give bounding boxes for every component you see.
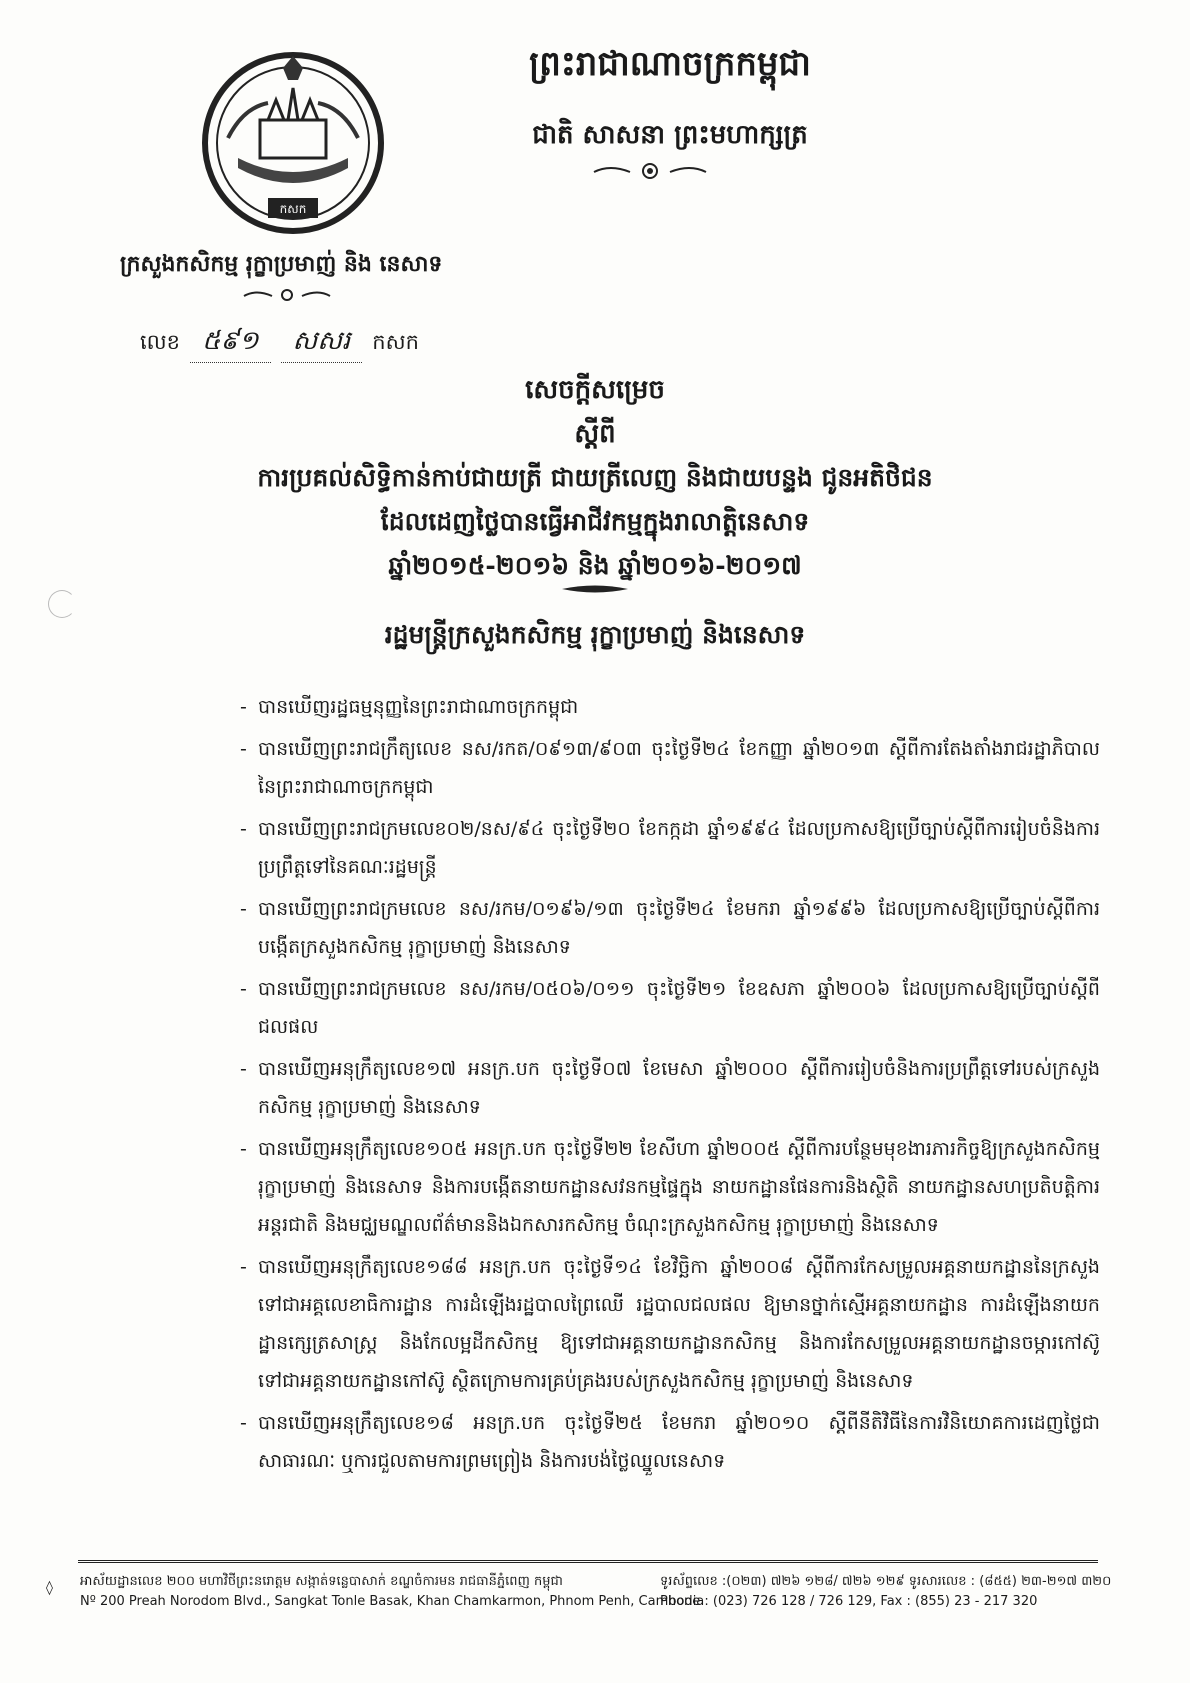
footer-mark-icon: ◊	[46, 1580, 53, 1596]
decision-subject-line: ឆ្នាំ២០១៥-២០១៦ និង ឆ្នាំ២០១៦-២០១៧	[388, 551, 802, 580]
phone-khmer: ទូរស័ព្ទលេខ :(០២៣) ៧២៦ ១២៨/ ៧២៦ ១២៩ ទូរសារលេខ : (៨៥៥) ២៣-២១៧ ៣២០	[660, 1574, 1112, 1589]
decision-subject-line: ដែលដេញថ្លៃបានធ្វើអាជីវកម្មក្នុងរាលាត្តិនេសាទ	[380, 507, 810, 536]
national-motto: ជាតិ សាសនា ព្រះមហាក្សត្រ	[532, 120, 808, 150]
emblem-label: កសក	[279, 202, 307, 216]
list-item: - បានឃើញអនុក្រឹត្យលេខ១៨៨ អនក្រ.បក ចុះថ្ងៃទី១៤ ខែវិច្ឆិកា ឆ្នាំ២០០៨ ស្តីពីការកែសម្រួលអគ្គនាយកដ្ឋាននៃក្រសួង ទៅជាអគ្គលេខាធិការដ្ឋាន ការដំឡើងរដ្ឋបាលព្រៃឈើ រដ្ឋបាលជលផល ឱ្យមានថ្នាក់ស្មើអគ្គនាយកដ្ឋាន ការដំឡើងនាយកដ្ឋានក្សេត្រសាស្ត្រ និងកែលម្អដីកសិកម្ម ឱ្យទៅជាអគ្គនាយកដ្ឋានកសិកម្ម និងការកែសម្រួលអគ្គនាយកដ្ឋានចម្ការកៅស៊ូ ទៅជាអគ្គនាយកដ្ឋានកៅស៊ូ ស្ថិតក្រោមការគ្រប់គ្រងរបស់ក្រសួងកសិកម្ម រុក្ខាប្រមាញ់ និងនេសាទ	[240, 1248, 1100, 1400]
footer-rule	[78, 1560, 1098, 1563]
kingdom-title: ព្រះរាជាណាចក្រកម្ពុជា	[529, 44, 811, 84]
list-item: - បានឃើញព្រះរាជក្រមលេខ នស/រកម/០១៩៦/១៣ ចុះថ្ងៃទី២៤ ខែមករា ឆ្នាំ១៩៩៦ ដែលប្រកាសឱ្យប្រើច្បាប់ស្តីពីការបង្កើតក្រសួងកសិកម្ម រុក្ខាប្រមាញ់ និងនេសាទ	[240, 890, 1100, 966]
reference-number	[140, 324, 419, 363]
ref-suffix: កសក	[372, 330, 419, 354]
decision-about: ស្តីពី	[574, 419, 616, 449]
list-item: - បានឃើញអនុក្រឹត្យលេខ១៨ អនក្រ.បក ចុះថ្ងៃទី២៥ ខែមករា ឆ្នាំ២០១០ ស្តីពីនីតិវិធីនៃការវិនិយោគការដេញថ្លៃជាសាធារណៈ ឬការជួលតាមការព្រមព្រៀង និងការបង់ថ្លៃឈ្នួលនេសាទ	[240, 1404, 1100, 1480]
address-khmer: អាស័យដ្ឋានលេខ ២០០ មហាវិថីព្រះនរោត្តម សង្កាត់ទន្លេបាសាក់ ខណ្ឌចំការមន រាជធានីភ្នំពេញ កម្ពុជា	[80, 1574, 563, 1589]
ref-code: សសរ	[281, 324, 363, 363]
footer-contact	[660, 1572, 1111, 1612]
punch-hole-mark	[48, 590, 76, 618]
decision-subject-line: ការប្រគល់សិទ្ធិកាន់កាប់ជាយត្រី ជាយត្រីលេញ និងជាយបន្ទង ជូនអតិថិជន	[257, 463, 933, 492]
ornament-divider-icon	[242, 286, 332, 304]
list-item: - បានឃើញព្រះរាជក្រមលេខ០២/នស/៩៤ ចុះថ្ងៃទី២០ ខែកក្កដា ឆ្នាំ១៩៩៤ ដែលប្រកាសឱ្យប្រើច្បាប់ស្តីពីការរៀបចំនិងការប្រព្រឹត្តទៅនៃគណៈរដ្ឋមន្ត្រី	[240, 810, 1100, 886]
list-item: - បានឃើញព្រះរាជក្រមលេខ នស/រកម/០៥០៦/០១១ ចុះថ្ងៃទី២១ ខែឧសភា ឆ្នាំ២០០៦ ដែលប្រកាសឱ្យប្រើច្បាប់ស្តីពីជលផល	[240, 970, 1100, 1046]
ref-prefix: លេខ	[140, 330, 180, 354]
section-divider-icon	[560, 584, 630, 594]
list-item: - បានឃើញអនុក្រឹត្យលេខ១៧ អនក្រ.បក ចុះថ្ងៃទី០៧ ខែមេសា ឆ្នាំ២០០០ ស្តីពីការរៀបចំនិងការប្រព្រឹត្តទៅរបស់ក្រសួងកសិកម្ម រុក្ខាប្រមាញ់ និងនេសាទ	[240, 1050, 1100, 1126]
ref-number: ៥៩១	[190, 324, 271, 363]
considerations-list	[240, 688, 1100, 1484]
footer-address	[80, 1572, 704, 1612]
list-item: - បានឃើញព្រះរាជក្រឹត្យលេខ នស/រកត/០៩១៣/៩០៣ ចុះថ្ងៃទី២៤ ខែកញ្ញា ឆ្នាំ២០១៣ ស្តីពីការតែងតាំងរាជរដ្ឋាភិបាលនៃព្រះរាជាណាចក្រកម្ពុជា	[240, 730, 1100, 806]
list-item: - បានឃើញរដ្ឋធម្មនុញ្ញនៃព្រះរាជាណាចក្រកម្ពុជា	[240, 688, 1100, 726]
decision-title: សេចក្តីសម្រេច	[525, 375, 665, 405]
list-item: - បានឃើញអនុក្រឹត្យលេខ១០៥ អនក្រ.បក ចុះថ្ងៃទី២២ ខែសីហា ឆ្នាំ២០០៥ ស្តីពីការបន្ថែមមុខងារភារកិច្ចឱ្យក្រសួងកសិកម្ម រុក្ខាប្រមាញ់ និងនេសាទ និងការបង្កើតនាយកដ្ឋានសវនកម្មផ្ទៃក្នុង នាយកដ្ឋានផែនការនិងស្ថិតិ នាយកដ្ឋានសហប្រតិបត្តិការអន្តរជាតិ និងមជ្ឈមណ្ឌលព័ត៌មាននិងឯកសារកសិកម្ម ចំណុះក្រសួងកសិកម្ម រុក្ខាប្រមាញ់ និងនេសាទ	[240, 1130, 1100, 1244]
royal-emblem-icon	[198, 48, 388, 238]
address-english: Nº 200 Preah Norodom Blvd., Sangkat Tonle Basak, Khan Chamkarmon, Phnom Penh, Cambodia	[80, 1594, 705, 1609]
ornament-divider-icon	[590, 160, 710, 182]
phone-english: Phone : (023) 726 128 / 726 129, Fax : (855) 23 - 217 320	[660, 1594, 1038, 1609]
decision-heading	[140, 368, 1050, 588]
minister-heading: រដ្ឋមន្ត្រីក្រសួងកសិកម្ម រុក្ខាប្រមាញ់ និងនេសាទ	[384, 620, 806, 649]
ministry-name: ក្រសួងកសិកម្ម រុក្ខាប្រមាញ់ និង នេសាទ	[120, 251, 443, 277]
